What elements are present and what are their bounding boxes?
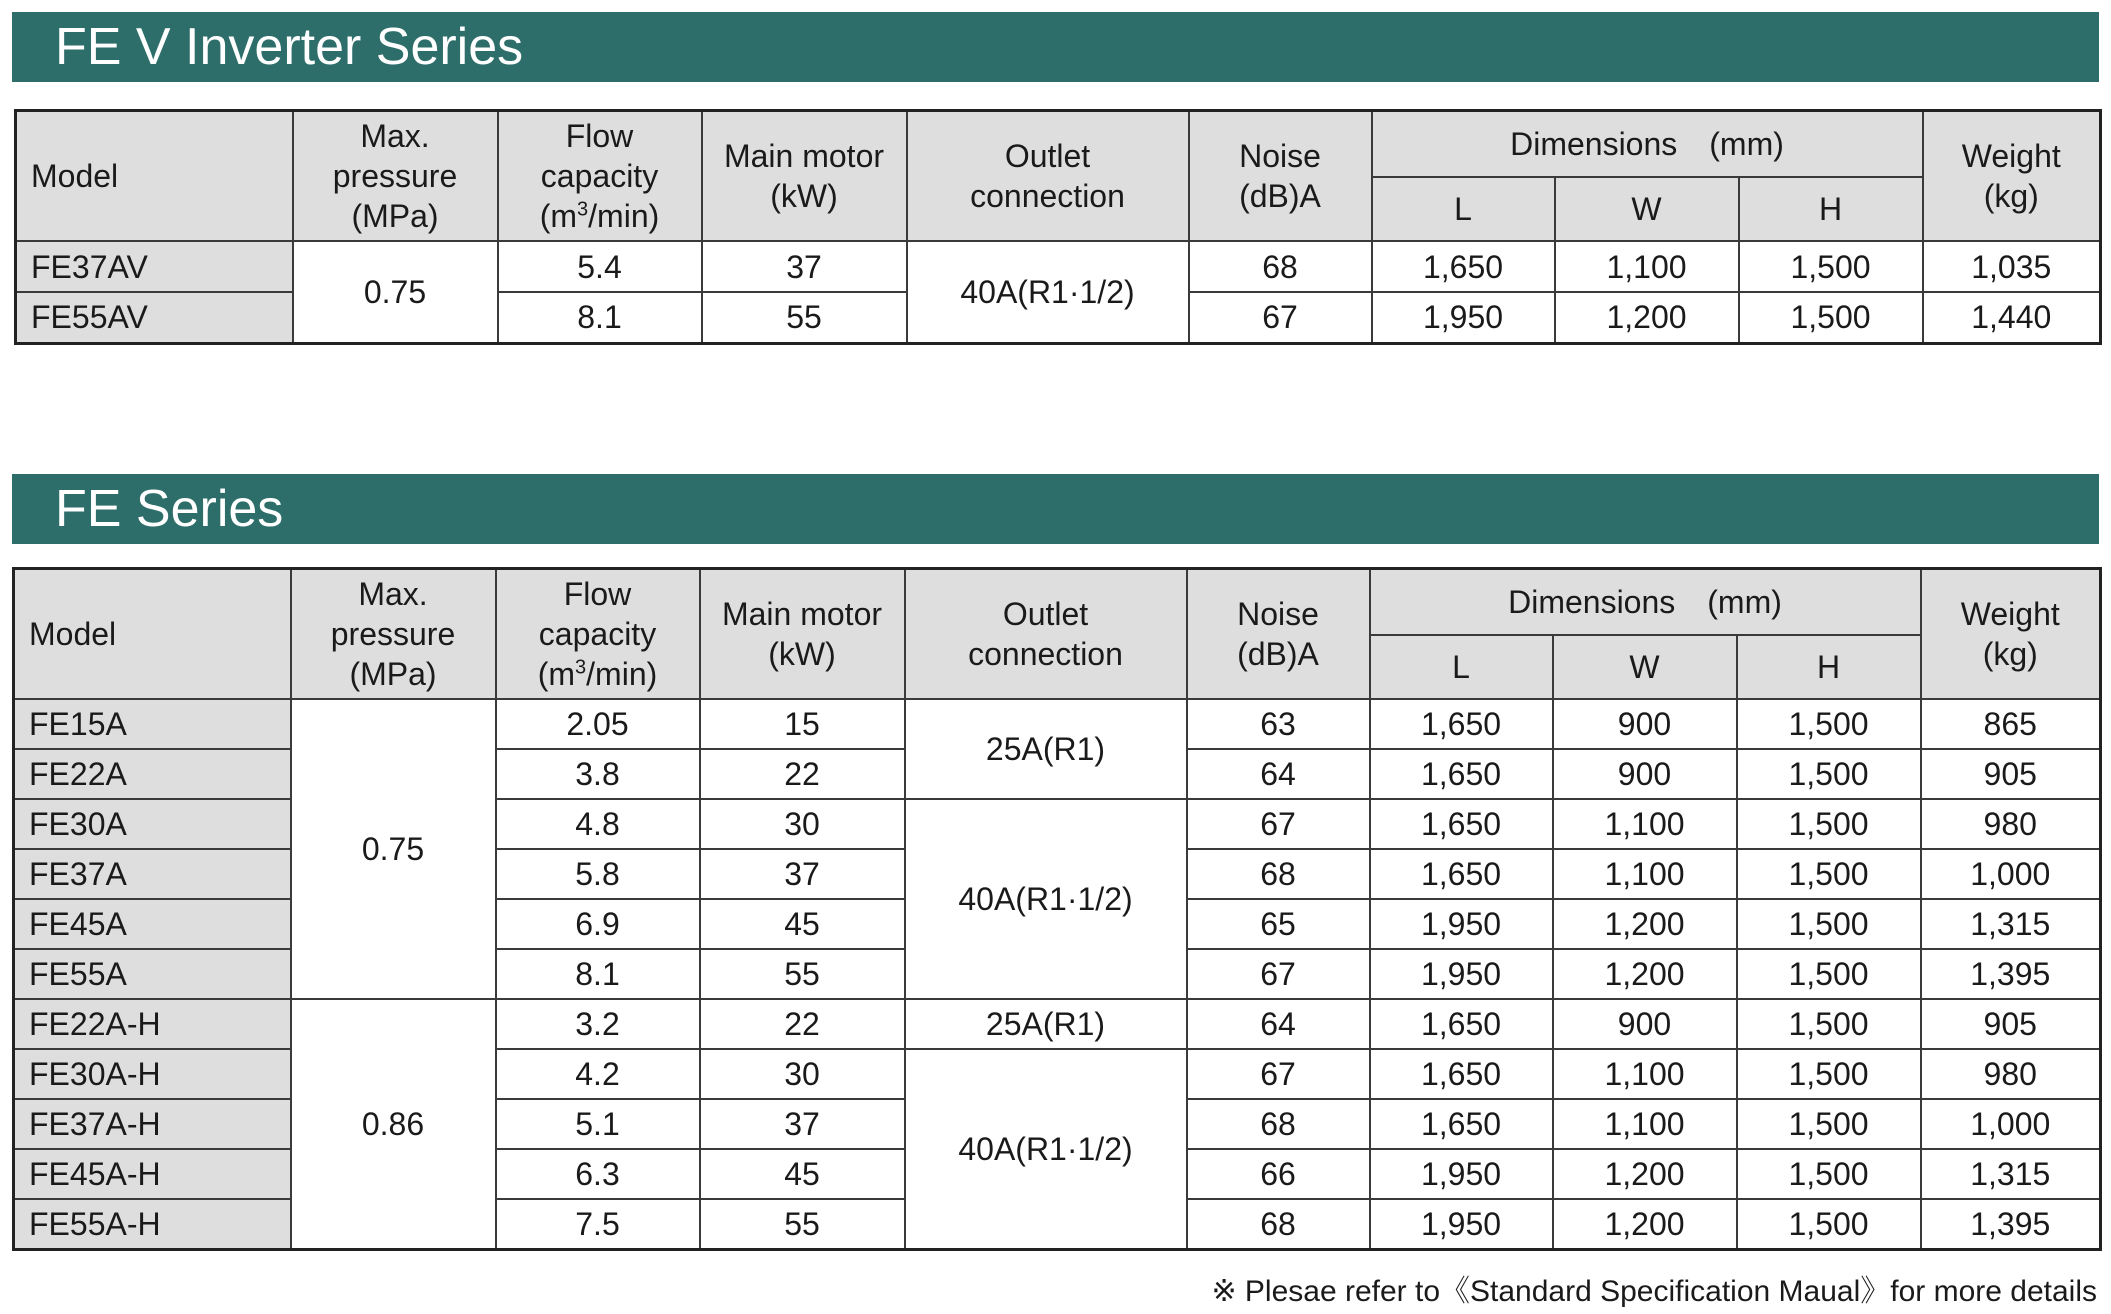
- motor-cell: 22: [700, 749, 905, 799]
- weight-cell: 1,000: [1921, 849, 2101, 899]
- weight-cell: 980: [1921, 1049, 2101, 1099]
- flow-cell: 4.2: [496, 1049, 700, 1099]
- flow-cell: 7.5: [496, 1199, 700, 1249]
- dim-w-cell: 1,100: [1553, 1049, 1737, 1099]
- header-dim-l: L: [1370, 635, 1553, 699]
- dim-h-cell: 1,500: [1739, 292, 1923, 343]
- motor-cell: 55: [700, 949, 905, 999]
- header-flow-capacity: Flow capacity $(m^3/\min)$: [496, 569, 700, 700]
- dim-w-cell: 1,100: [1553, 1099, 1737, 1149]
- header-noise: Noise (dB)A: [1187, 569, 1370, 700]
- dim-h-cell: 1,500: [1737, 899, 1921, 949]
- dim-l-cell: 1,650: [1370, 999, 1553, 1049]
- flow-cell: 5.1: [496, 1099, 700, 1149]
- dim-w-cell: 900: [1553, 699, 1737, 749]
- table-row: [14, 699, 2101, 749]
- flow-cell: 6.3: [496, 1149, 700, 1199]
- motor-cell: 15: [700, 699, 905, 749]
- dim-l-cell: 1,650: [1370, 749, 1553, 799]
- header-outlet-connection: Outlet connection: [905, 569, 1187, 700]
- model-cell: FE37AV: [16, 241, 293, 292]
- table-row: [14, 999, 2101, 1049]
- dim-l-cell: 1,950: [1370, 1199, 1553, 1249]
- header-noise: Noise (dB)A: [1189, 111, 1372, 242]
- noise-cell: 68: [1187, 849, 1370, 899]
- header-main-motor: Main motor (kW): [702, 111, 907, 242]
- noise-cell: 68: [1189, 241, 1372, 292]
- model-cell: FE55A: [14, 949, 291, 999]
- motor-cell: 30: [700, 799, 905, 849]
- noise-cell: 68: [1187, 1199, 1370, 1249]
- dim-h-cell: 1,500: [1737, 699, 1921, 749]
- flow-cell: 5.8: [496, 849, 700, 899]
- weight-cell: 1,395: [1921, 949, 2101, 999]
- footnote: ※ Plesae refer to《Standard Specification Maual》for more details: [1211, 1275, 2097, 1308]
- dim-w-cell: 1,100: [1553, 799, 1737, 849]
- dim-l-cell: 1,650: [1370, 1049, 1553, 1099]
- dim-h-cell: 1,500: [1737, 749, 1921, 799]
- spec-table: [14, 109, 2102, 345]
- flow-cell: 8.1: [498, 292, 702, 343]
- outlet-cell: 40A(R1·1/2): [905, 1049, 1187, 1249]
- motor-cell: 55: [700, 1199, 905, 1249]
- model-cell: FE55A-H: [14, 1199, 291, 1249]
- flow-cell: 2.05: [496, 699, 700, 749]
- flow-cell: 3.8: [496, 749, 700, 799]
- weight-cell: 905: [1921, 999, 2101, 1049]
- dim-w-cell: 1,200: [1553, 899, 1737, 949]
- flow-cell: 8.1: [496, 949, 700, 999]
- header-dim-w: W: [1555, 177, 1739, 241]
- flow-cell: 5.4: [498, 241, 702, 292]
- header-outlet-connection: Outlet connection: [907, 111, 1189, 242]
- noise-cell: 64: [1187, 999, 1370, 1049]
- dim-w-cell: 1,200: [1555, 292, 1739, 343]
- dim-l-cell: 1,650: [1372, 241, 1555, 292]
- table-row: [16, 241, 2101, 292]
- outlet-cell: 25A(R1): [905, 699, 1187, 799]
- noise-cell: 67: [1187, 1049, 1370, 1099]
- model-cell: FE15A: [14, 699, 291, 749]
- pressure-cell: 0.86: [291, 999, 496, 1249]
- section-title: FE V Inverter Series: [55, 18, 524, 76]
- header-max-pressure: Max. pressure (MPa): [293, 111, 498, 242]
- dim-l-cell: 1,650: [1370, 1099, 1553, 1149]
- dim-w-cell: 1,200: [1553, 1199, 1737, 1249]
- model-cell: FE37A: [14, 849, 291, 899]
- dim-l-cell: 1,650: [1370, 849, 1553, 899]
- flow-cell: 3.2: [496, 999, 700, 1049]
- motor-cell: 30: [700, 1049, 905, 1099]
- motor-cell: 55: [702, 292, 907, 343]
- dim-l-cell: 1,650: [1370, 699, 1553, 749]
- motor-cell: 22: [700, 999, 905, 1049]
- dim-l-cell: 1,950: [1370, 949, 1553, 999]
- header-main-motor: Main motor (kW): [700, 569, 905, 700]
- dim-l-cell: 1,950: [1372, 292, 1555, 343]
- dim-h-cell: 1,500: [1737, 1149, 1921, 1199]
- header-dim-w: W: [1553, 635, 1737, 699]
- dim-h-cell: 1,500: [1737, 849, 1921, 899]
- header-model: Model: [16, 111, 293, 242]
- weight-cell: 980: [1921, 799, 2101, 849]
- model-cell: FE45A-H: [14, 1149, 291, 1199]
- dim-h-cell: 1,500: [1737, 1099, 1921, 1149]
- weight-cell: 1,035: [1923, 241, 2101, 292]
- section-title-banner: [12, 474, 2099, 544]
- outlet-cell: 25A(R1): [905, 999, 1187, 1049]
- header-dimensions: Dimensions (mm): [1372, 111, 1923, 178]
- dim-h-cell: 1,500: [1739, 241, 1923, 292]
- model-cell: FE22A-H: [14, 999, 291, 1049]
- dim-w-cell: 1,100: [1555, 241, 1739, 292]
- weight-cell: 905: [1921, 749, 2101, 799]
- outlet-cell: 40A(R1·1/2): [907, 241, 1189, 343]
- noise-cell: 67: [1189, 292, 1372, 343]
- dim-w-cell: 900: [1553, 999, 1737, 1049]
- dim-h-cell: 1,500: [1737, 799, 1921, 849]
- dim-w-cell: 1,200: [1553, 949, 1737, 999]
- flow-cell: 4.8: [496, 799, 700, 849]
- flow-cell: 6.9: [496, 899, 700, 949]
- header-dim-h: H: [1739, 177, 1923, 241]
- dim-h-cell: 1,500: [1737, 1199, 1921, 1249]
- weight-cell: 1,000: [1921, 1099, 2101, 1149]
- header-weight: Weight (kg): [1923, 111, 2101, 242]
- pressure-cell: 0.75: [291, 699, 496, 999]
- noise-cell: 64: [1187, 749, 1370, 799]
- weight-cell: 1,315: [1921, 1149, 2101, 1199]
- dim-l-cell: 1,950: [1370, 899, 1553, 949]
- noise-cell: 63: [1187, 699, 1370, 749]
- noise-cell: 67: [1187, 799, 1370, 849]
- noise-cell: 66: [1187, 1149, 1370, 1199]
- motor-cell: 45: [700, 899, 905, 949]
- weight-cell: 1,395: [1921, 1199, 2101, 1249]
- header-max-pressure: Max. pressure (MPa): [291, 569, 496, 700]
- motor-cell: 37: [702, 241, 907, 292]
- weight-cell: 1,440: [1923, 292, 2101, 343]
- header-dimensions: Dimensions (mm): [1370, 569, 1921, 636]
- dim-w-cell: 1,200: [1553, 1149, 1737, 1199]
- dim-h-cell: 1,500: [1737, 949, 1921, 999]
- weight-cell: 865: [1921, 699, 2101, 749]
- section-title: FE Series: [55, 480, 284, 538]
- header-weight: Weight (kg): [1921, 569, 2101, 700]
- header-dim-h: H: [1737, 635, 1921, 699]
- noise-cell: 67: [1187, 949, 1370, 999]
- pressure-cell: 0.75: [293, 241, 498, 343]
- noise-cell: 68: [1187, 1099, 1370, 1149]
- dim-h-cell: 1,500: [1737, 1049, 1921, 1099]
- model-cell: FE37A-H: [14, 1099, 291, 1149]
- model-cell: FE22A: [14, 749, 291, 799]
- model-cell: FE55AV: [16, 292, 293, 343]
- dim-w-cell: 900: [1553, 749, 1737, 799]
- motor-cell: 45: [700, 1149, 905, 1199]
- model-cell: FE30A: [14, 799, 291, 849]
- spec-table-container: [14, 109, 2099, 345]
- noise-cell: 65: [1187, 899, 1370, 949]
- header-model: Model: [14, 569, 291, 700]
- dim-h-cell: 1,500: [1737, 999, 1921, 1049]
- dim-l-cell: 1,650: [1370, 799, 1553, 849]
- header-flow-capacity: Flow capacity $(m^3/\min)$: [498, 111, 702, 242]
- weight-cell: 1,315: [1921, 899, 2101, 949]
- dim-w-cell: 1,100: [1553, 849, 1737, 899]
- motor-cell: 37: [700, 1099, 905, 1149]
- spec-table-container: [12, 567, 2099, 1251]
- outlet-cell: 40A(R1·1/2): [905, 799, 1187, 999]
- dim-l-cell: 1,950: [1370, 1149, 1553, 1199]
- header-dim-l: L: [1372, 177, 1555, 241]
- section-title-banner: [12, 12, 2099, 82]
- model-cell: FE30A-H: [14, 1049, 291, 1099]
- motor-cell: 37: [700, 849, 905, 899]
- model-cell: FE45A: [14, 899, 291, 949]
- spec-table: [12, 567, 2102, 1251]
